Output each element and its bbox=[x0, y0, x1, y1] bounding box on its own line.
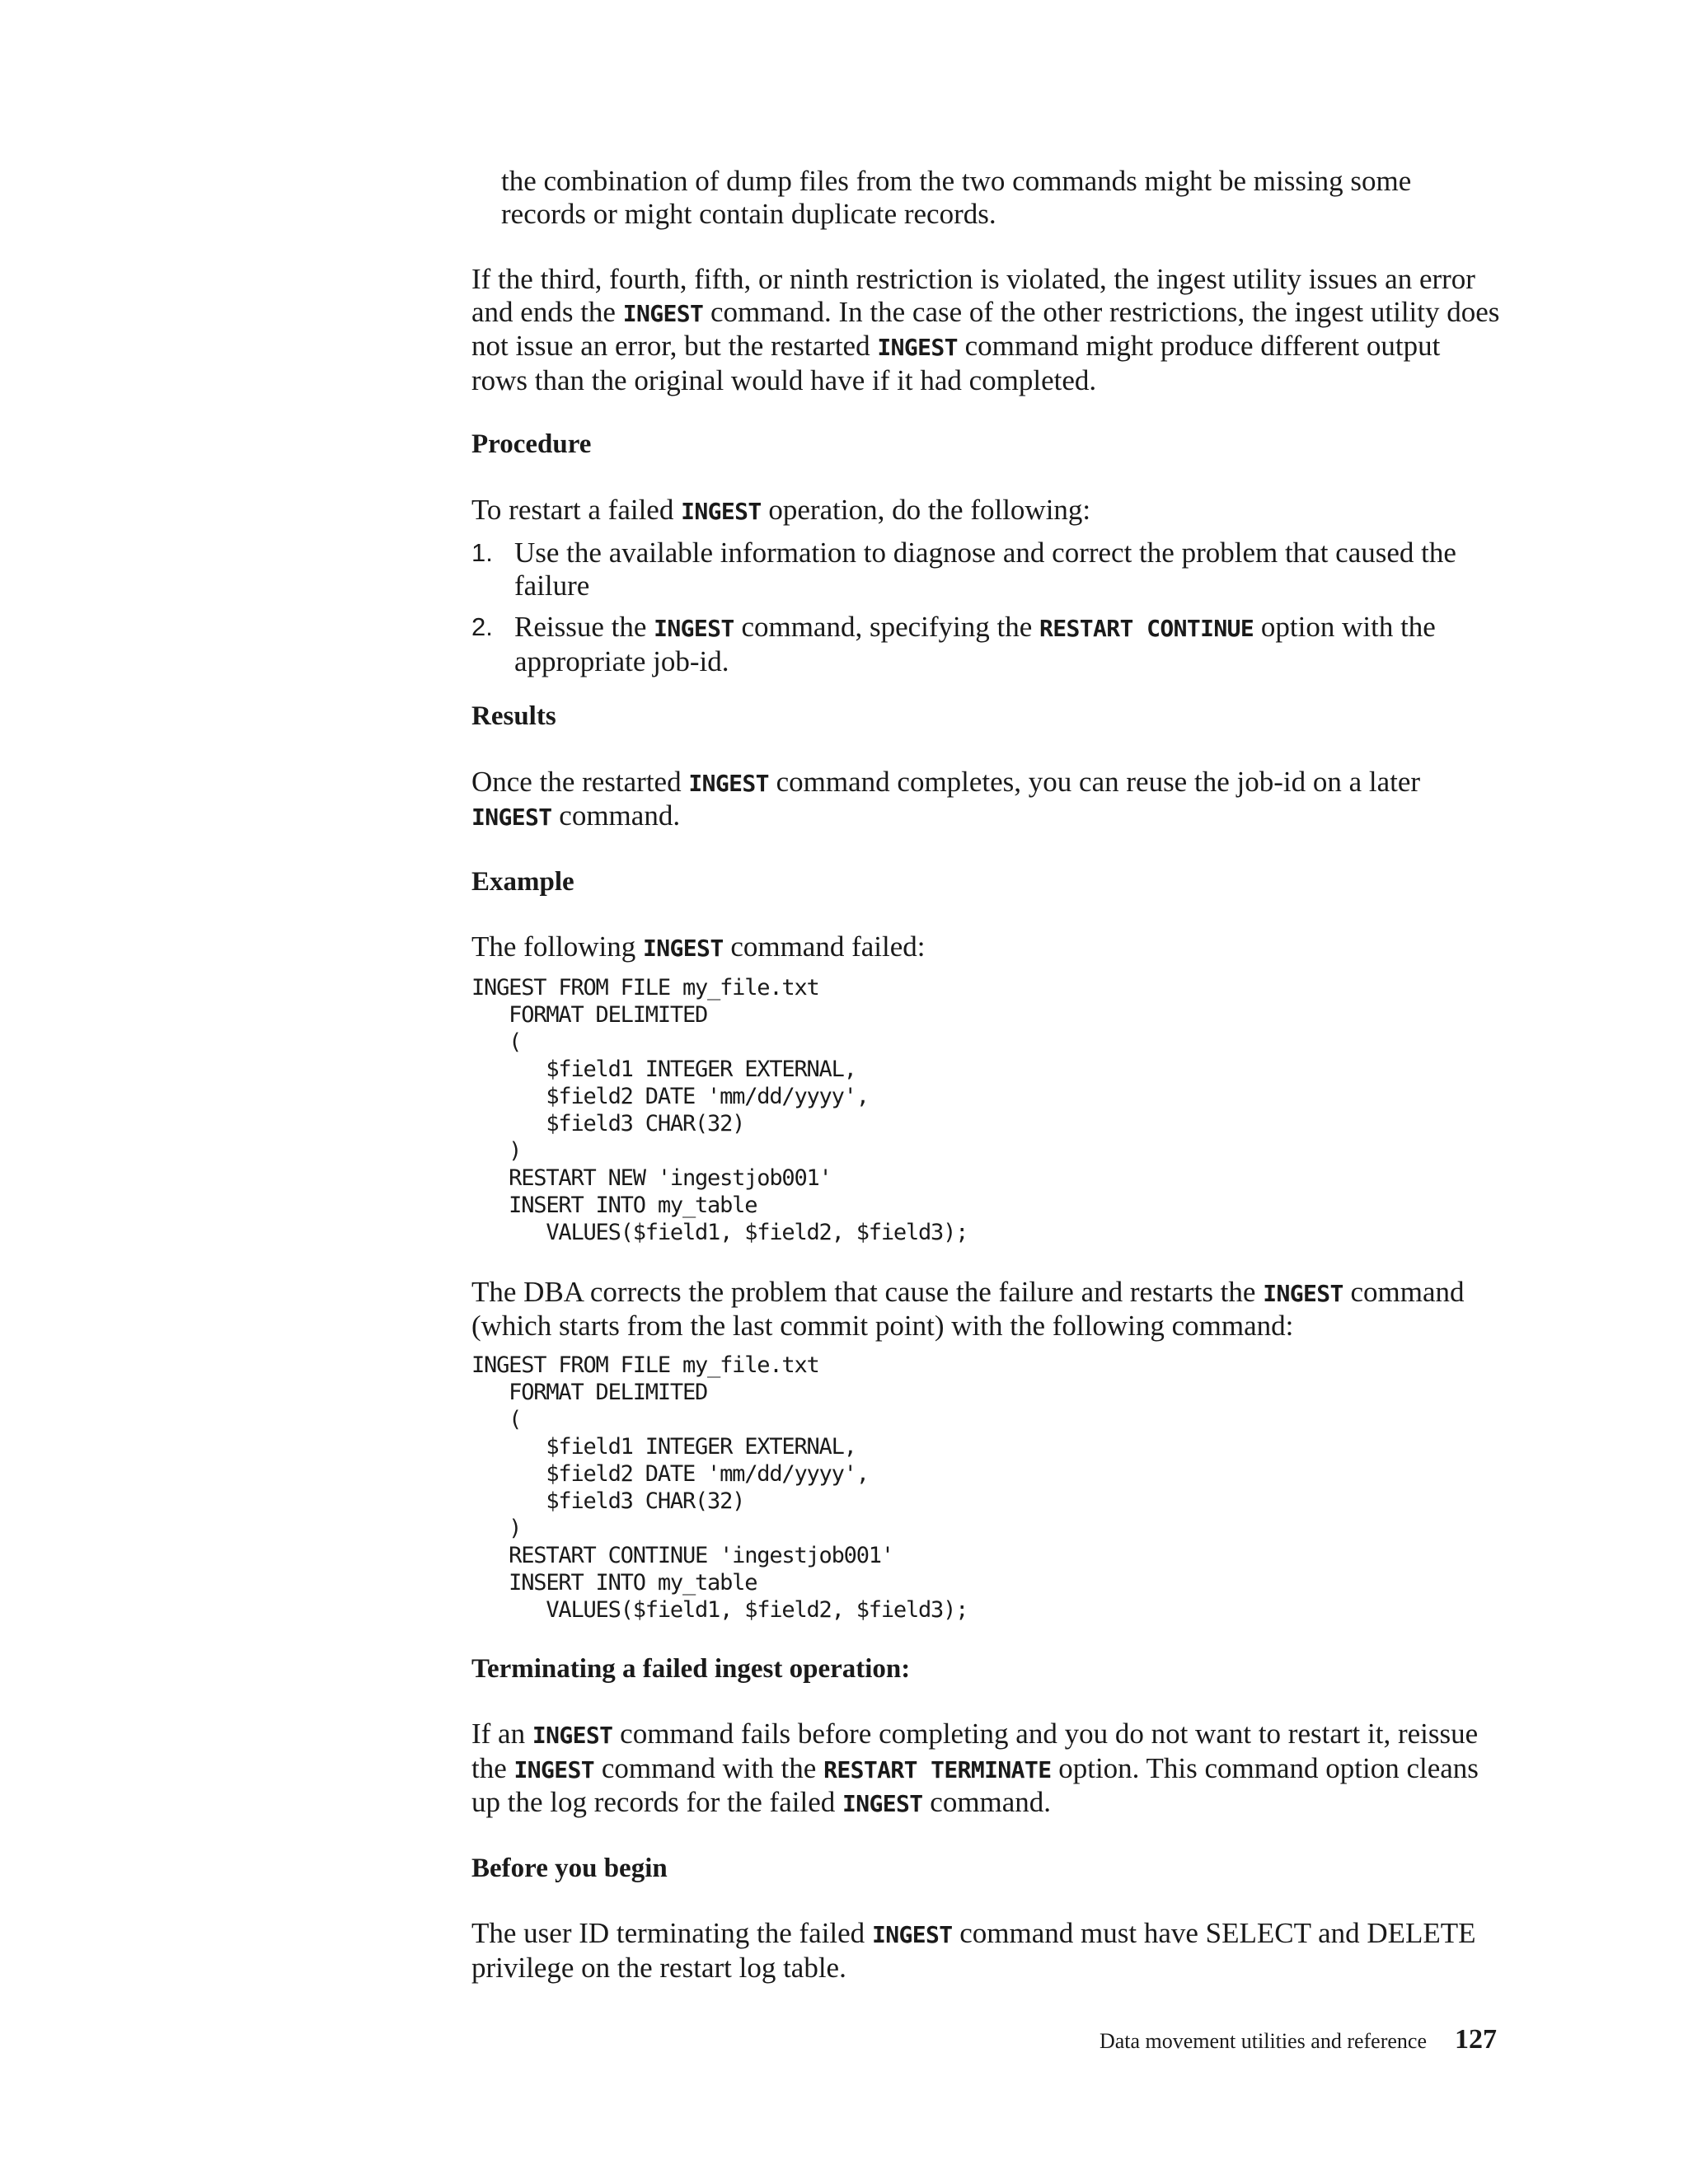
restrictions-paragraph bbox=[471, 263, 1502, 396]
page-footer bbox=[1100, 2024, 1497, 2055]
terminating-text-e: command. bbox=[922, 1786, 1052, 1818]
example-intro bbox=[471, 930, 1502, 965]
keyword-ingest: INGEST bbox=[1263, 1279, 1343, 1307]
restrictions-text-c: command might produce different output rows than the original would have if it had completed. bbox=[471, 330, 1441, 396]
page-number: 127 bbox=[1455, 2024, 1497, 2055]
list-item bbox=[471, 537, 1502, 602]
terminating-heading: Terminating a failed ingest operation: bbox=[471, 1653, 911, 1684]
keyword-ingest: INGEST bbox=[877, 334, 958, 361]
keyword-ingest: INGEST bbox=[622, 299, 704, 327]
procedure-intro bbox=[471, 494, 1502, 528]
results-heading: Results bbox=[471, 701, 556, 731]
procedure-steps bbox=[471, 537, 1502, 677]
keyword-ingest: INGEST bbox=[532, 1722, 613, 1749]
procedure-intro-text-a: To restart a failed bbox=[471, 493, 682, 526]
keyword-ingest: INGEST bbox=[471, 804, 552, 831]
step-text-c: option with the appropriate job-id. bbox=[514, 611, 1436, 677]
results-text-c: command. bbox=[551, 799, 681, 832]
step-number: 1. bbox=[471, 538, 493, 567]
keyword-ingest: INGEST bbox=[842, 1790, 923, 1817]
before-you-begin-paragraph bbox=[471, 1917, 1502, 1984]
restrictions-text-a: If the third, fourth, fifth, or ninth restriction is violated, the ingest utility issues an error and ends the bbox=[471, 263, 1475, 328]
terminating-text-b: command fails before completing and you do not want to restart it, reissue the bbox=[471, 1718, 1479, 1784]
before-text-b: command must have SELECT and DELETE privilege on the restart log table. bbox=[471, 1917, 1476, 1984]
example-intro-text-b: command failed: bbox=[723, 930, 926, 963]
step-text: Use the available information to diagnose and correct the problem that caused the failure bbox=[514, 537, 1456, 602]
continuation-line-2: records or might contain duplicate records. bbox=[501, 197, 996, 230]
procedure-intro-text-b: operation, do the following: bbox=[761, 493, 1091, 526]
terminating-text-d: option. This command option cleans up the log records for the failed bbox=[471, 1751, 1479, 1818]
keyword-ingest: INGEST bbox=[871, 1921, 953, 1948]
list-item bbox=[471, 611, 1502, 677]
step-text-b: command, specifying the bbox=[734, 611, 1040, 643]
keyword-ingest: INGEST bbox=[688, 769, 769, 797]
example-heading: Example bbox=[471, 866, 574, 897]
terminating-paragraph bbox=[471, 1718, 1502, 1821]
results-paragraph bbox=[471, 766, 1502, 834]
keyword-ingest: INGEST bbox=[654, 615, 734, 642]
procedure-heading: Procedure bbox=[471, 429, 592, 459]
before-you-begin-heading: Before you begin bbox=[471, 1853, 668, 1883]
keyword-ingest: INGEST bbox=[681, 497, 762, 525]
restrictions-text-b: command. In the case of the other restrictions, the ingest utility does not issue an error, but the restarted bbox=[471, 295, 1500, 362]
example-restart-paragraph bbox=[471, 1276, 1502, 1343]
keyword-ingest: INGEST bbox=[643, 935, 724, 962]
results-text-a: Once the restarted bbox=[471, 765, 689, 798]
document-body bbox=[471, 165, 1502, 1984]
terminating-text-a: If an bbox=[471, 1718, 532, 1750]
results-text-b: command completes, you can reuse the job-id on a later bbox=[768, 765, 1421, 798]
step-number: 2. bbox=[471, 612, 493, 641]
continuation-line-1: the combination of dump files from the two commands might be missing some bbox=[501, 165, 1412, 197]
code-block-failed-command: INGEST FROM FILE my_file.txt FORMAT DELIMITED ( $field1 INTEGER EXTERNAL, $field2 DATE 'mm/dd/yyyy', $field3 CHAR(32) ) RESTART NEW 'ingestjob001' INSERT INTO my_table VALUES($field1, $field2, $field3); bbox=[471, 974, 968, 1245]
step-text-a: Reissue the bbox=[514, 611, 654, 643]
keyword-restart-terminate: RESTART TERMINATE bbox=[823, 1755, 1052, 1783]
example-mid-text-b: command (which starts from the last commit point) with the following command: bbox=[471, 1275, 1465, 1342]
footer-book-title: Data movement utilities and reference bbox=[1099, 2029, 1427, 2053]
before-text-a: The user ID terminating the failed bbox=[471, 1917, 872, 1949]
terminating-text-c: command with the bbox=[594, 1751, 824, 1784]
keyword-restart-continue: RESTART CONTINUE bbox=[1039, 615, 1254, 642]
code-block-restart-command: INGEST FROM FILE my_file.txt FORMAT DELIMITED ( $field1 INTEGER EXTERNAL, $field2 DATE 'mm/dd/yyyy', $field3 CHAR(32) ) RESTART CONTINUE 'ingestjob001' INSERT INTO my_table VALUES($field1, $field2, $field3); bbox=[471, 1352, 968, 1623]
example-intro-text-a: The following bbox=[471, 930, 644, 963]
example-mid-text-a: The DBA corrects the problem that cause the failure and restarts the bbox=[471, 1275, 1264, 1308]
keyword-ingest: INGEST bbox=[513, 1755, 595, 1783]
continuation-paragraph bbox=[471, 165, 1502, 230]
